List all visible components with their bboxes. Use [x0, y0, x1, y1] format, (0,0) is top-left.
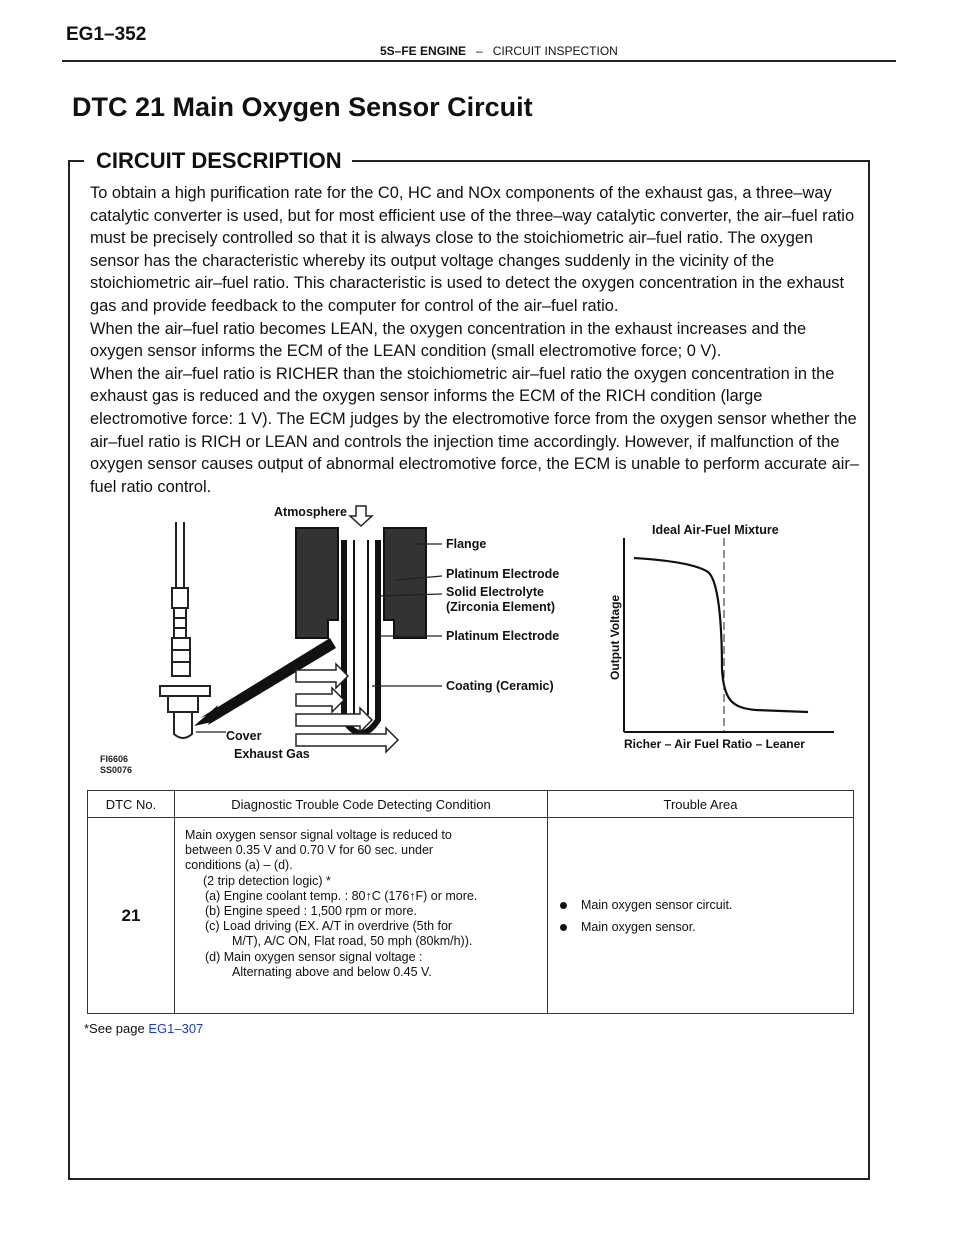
header-trouble-area: Trouble Area: [548, 791, 854, 818]
description-paragraph: When the air–fuel ratio is RICHER than the stoichiometric air–fuel ratio the oxygen concentration in the exhaust gas is reduced and the oxygen sensor informs the ECM of the RICH condition (large electromotive force: 1 V). The ECM judges by the electromotive force from the oxygen sensor whether the air–fuel ratio is RICH or LEAN and controls the injection time accordingly. However, if malfunction of the oxygen sensor causes output of abnormal electromotive force, the ECM is unable to perform accurate air–fuel ratio control.: [90, 364, 859, 496]
description-paragraph: To obtain a high purification rate for the C0, HC and NOx components of the exhaust gas, a three–way catalytic converter is used, but for most efficient use of the three–way catalytic converter, the air–fuel ratio must be precisely controlled so that it is always close to the stoichiometric air–fuel ratio. The oxygen sensor has the characteristic whereby its output voltage changes suddenly in the vicinity of the stoichiometric air–fuel ratio. This characteristic is used to detect the oxygen concentration in the exhaust gas and provide feedback to the computer for control of the air–fuel ratio.: [90, 184, 855, 315]
label-exhaust-gas: Exhaust Gas: [234, 747, 310, 761]
table-row: [88, 818, 854, 1014]
page-reference-link[interactable]: EG1–307: [148, 1021, 204, 1036]
section-header: [380, 44, 618, 58]
list-item: [560, 894, 853, 916]
condition-line: M/T), A/C ON, Flat road, 50 mph (80km/h)).: [232, 934, 473, 949]
footnote: [84, 1021, 203, 1036]
condition-line: (2 trip detection logic) *: [203, 873, 331, 888]
page-number: EG1–352: [66, 24, 147, 45]
trouble-area-cell: [548, 818, 854, 1014]
label-solid-electrolyte: Solid Electrolyte: [446, 585, 544, 599]
condition-line: Alternating above and below 0.45 V.: [232, 964, 432, 979]
dtc-table: [87, 790, 854, 1014]
frame-top-edge-right: [352, 160, 868, 162]
header-detecting-condition: Diagnostic Trouble Code Detecting Condition: [175, 791, 548, 818]
voltage-curve: [634, 558, 808, 712]
dtc-code: 21: [88, 818, 175, 1014]
condition-line: (d) Main oxygen sensor signal voltage :: [205, 949, 423, 964]
section-label: CIRCUIT INSPECTION: [492, 44, 618, 58]
circuit-description-text: [90, 182, 860, 498]
page-title: DTC 21 Main Oxygen Sensor Circuit: [72, 92, 533, 122]
graph-y-label: Output Voltage: [608, 594, 622, 680]
output-voltage-graph: [608, 523, 834, 751]
engine-label: 5S–FE ENGINE: [380, 44, 467, 58]
list-item: [560, 916, 853, 938]
graph-title: Ideal Air-Fuel Mixture: [652, 523, 779, 537]
bullet-icon: [560, 902, 567, 909]
header-rule: [62, 60, 896, 62]
label-platinum-electrode-inner: Platinum Electrode: [446, 629, 560, 643]
circuit-description-heading: CIRCUIT DESCRIPTION: [92, 148, 346, 174]
label-cover: Cover: [226, 729, 262, 743]
detecting-condition-cell: [175, 818, 548, 1014]
label-coating: Coating (Ceramic): [446, 679, 554, 693]
footnote-text: *See page: [84, 1021, 149, 1036]
header-dtc-no: DTC No.: [88, 791, 175, 818]
sensor-illustration: [160, 522, 210, 738]
label-platinum-electrode-outer: Platinum Electrode: [446, 567, 560, 581]
oxygen-sensor-figure: [96, 500, 856, 780]
condition-line: conditions (a) – (d).: [185, 858, 293, 873]
graph-x-label: Richer – Air Fuel Ratio – Leaner: [624, 737, 805, 751]
figure-id-2: SS0076: [100, 765, 133, 775]
trouble-area-text: Main oxygen sensor circuit.: [581, 897, 733, 912]
bullet-icon: [560, 924, 567, 931]
trouble-area-text: Main oxygen sensor.: [581, 919, 696, 934]
condition-line: (c) Load driving (EX. A/T in overdrive (5th for: [205, 919, 453, 934]
label-zirconia: (Zirconia Element): [446, 600, 556, 614]
condition-line: (b) Engine speed : 1,500 rpm or more.: [205, 904, 417, 919]
dtc-table-header-row: [88, 791, 854, 818]
condition-line: (a) Engine coolant temp. : 80↑C (176↑F) or more.: [205, 888, 478, 903]
condition-line: Main oxygen sensor signal voltage is reduced to: [185, 828, 452, 842]
description-paragraph: When the air–fuel ratio becomes LEAN, the oxygen concentration in the exhaust increases and the oxygen sensor informs the ECM of the LEAN condition (small electromotive force; 0 V).: [90, 319, 807, 361]
header-separator: –: [476, 44, 483, 58]
frame-top-edge-left: [68, 160, 84, 162]
atmosphere-arrow: [350, 506, 372, 526]
condition-line: between 0.35 V and 0.70 V for 60 sec. under: [185, 843, 434, 858]
figure-id-1: FI6606: [100, 754, 129, 764]
label-flange: Flange: [446, 537, 487, 551]
label-atmosphere: Atmosphere: [274, 505, 347, 519]
